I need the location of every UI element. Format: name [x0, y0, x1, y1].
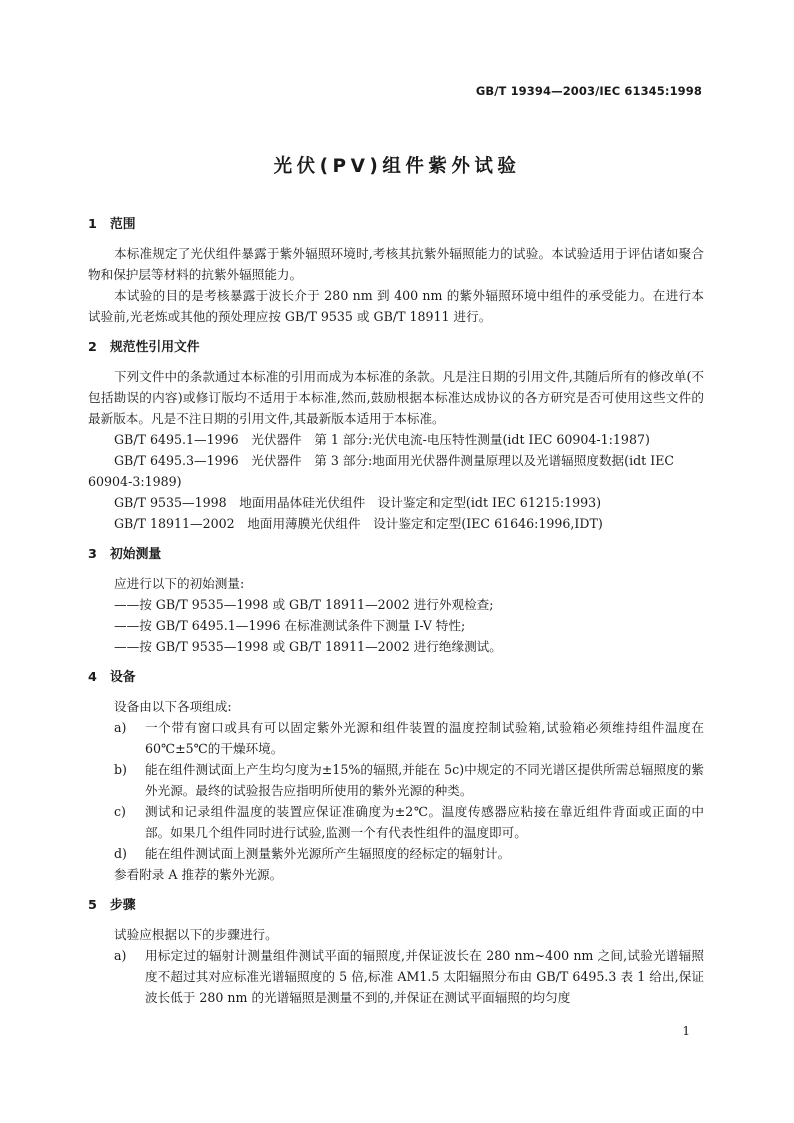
- section-title: 规范性引用文件: [110, 340, 200, 355]
- list-item-text: 能在组件测试面上测量紫外光源所产生辐照度的经标定的辐射计。: [145, 846, 511, 861]
- paragraph: 应进行以下的初始测量:: [114, 576, 245, 591]
- paragraph: 设备由以下各项组成:: [114, 699, 232, 714]
- paragraph: 下列文件中的条款通过本标准的引用而成为本标准的条款。凡是注日期的引用文件,其随后所有的修改单(不包括勘误的内容)或修订版均不适用于本标准,然而,鼓励根据本标准达成协议的各方研究是否可使用这些文件的最新版本。凡是不注日期的引用文件,其最新版本适用于本标准。: [88, 369, 704, 426]
- list-item-label: c): [114, 804, 126, 819]
- page-number: 1: [682, 1024, 690, 1038]
- list-item: [88, 801, 704, 843]
- list-item-label: a): [114, 948, 127, 963]
- document-body: [88, 214, 704, 1008]
- list-item-label: a): [114, 720, 127, 735]
- section-heading-scope: [88, 214, 704, 235]
- list-item-text: 一个带有窗口或具有可以固定紫外光源和组件装置的温度控制试验箱,试验箱必须维持组件温度在 60℃±5℃的干燥环境。: [145, 720, 704, 756]
- paragraph: 试验应根据以下的步骤进行。: [114, 927, 278, 942]
- list-item-text: 能在组件测试面上产生均匀度为±15%的辐照,并能在 5c)中规定的不同光谱区提供所需总辐照度的紫外光源。最终的试验报告应指明所使用的紫外光源的种类。: [145, 762, 704, 798]
- reference-item: GB/T 6495.1—1996 光伏器件 第 1 部分:光伏电流-电压特性测量(idt IEC 60904-1:1987): [114, 432, 650, 447]
- dash-list-item: ——按 GB/T 9535—1998 或 GB/T 18911—2002 进行外观检查;: [114, 597, 494, 612]
- section-number: 2: [88, 340, 97, 355]
- section-heading-procedure: [88, 895, 704, 916]
- section-number: 5: [88, 898, 97, 913]
- list-item-label: b): [114, 762, 127, 777]
- document-title: 光伏(PV)组件紫外试验: [273, 156, 521, 177]
- list-item-text: 测试和记录组件温度的装置应保证准确度为±2℃。温度传感器应粘接在靠近组件背面或正面的中部。如果几个组件同时进行试验,监测一个有代表性组件的温度即可。: [145, 804, 704, 840]
- paragraph: 参看附录 A 推荐的紫外光源。: [114, 867, 283, 882]
- standard-number: GB/T 19394—2003/IEC 61345:1998: [475, 84, 702, 98]
- section-title: 步骤: [110, 898, 136, 913]
- dash-list-item: ——按 GB/T 6495.1—1996 在标准测试条件下测量 I-V 特性;: [114, 618, 466, 633]
- reference-item: GB/T 9535—1998 地面用晶体硅光伏组件 设计鉴定和定型(idt IEC 61215:1993): [114, 495, 602, 510]
- section-number: 1: [88, 217, 97, 232]
- list-item-text: 用标定过的辐射计测量组件测试平面的辐照度,并保证波长在 280 nm~400 nm 之间,试验光谱辐照度不超过其对应标准光谱辐照度的 5 倍,标准 AM1.5 太阳辐照分布由 GB/T 6495.3 表 1 给出,保证波长低于 280 nm 的光谱辐照是测量不到的,并保证在测试平面辐照的均匀度: [145, 948, 704, 1005]
- section-title: 范围: [110, 217, 136, 232]
- dash-list-item: ——按 GB/T 9535—1998 或 GB/T 18911—2002 进行绝缘测试。: [114, 639, 502, 654]
- paragraph: 本标准规定了光伏组件暴露于紫外辐照环境时,考核其抗紫外辐照能力的试验。本试验适用于评估诸如聚合物和保护层等材料的抗紫外辐照能力。: [88, 246, 704, 282]
- list-item: [88, 717, 704, 759]
- section-number: 4: [88, 670, 97, 685]
- section-heading-apparatus: [88, 667, 704, 688]
- section-title: 设备: [110, 670, 136, 685]
- list-item-label: d): [114, 846, 127, 861]
- reference-item: GB/T 6495.3—1996 光伏器件 第 3 部分:地面用光伏器件测量原理以及光谱辐照度数据(idt IEC 60904-3:1989): [88, 453, 675, 489]
- list-item: [88, 945, 704, 1008]
- list-item: [88, 759, 704, 801]
- section-number: 3: [88, 547, 97, 562]
- section-heading-initial-measurements: [88, 544, 704, 565]
- reference-item: GB/T 18911—2002 地面用薄膜光伏组件 设计鉴定和定型(IEC 61646:1996,IDT): [114, 516, 603, 531]
- paragraph: 本试验的目的是考核暴露于波长介于 280 nm 到 400 nm 的紫外辐照环境中组件的承受能力。在进行本试验前,光老炼或其他的预处理应按 GB/T 9535 或 GB/T 18911 进行。: [88, 288, 704, 324]
- list-item: [88, 843, 704, 864]
- section-heading-normative-references: [88, 337, 704, 358]
- section-title: 初始测量: [110, 547, 162, 562]
